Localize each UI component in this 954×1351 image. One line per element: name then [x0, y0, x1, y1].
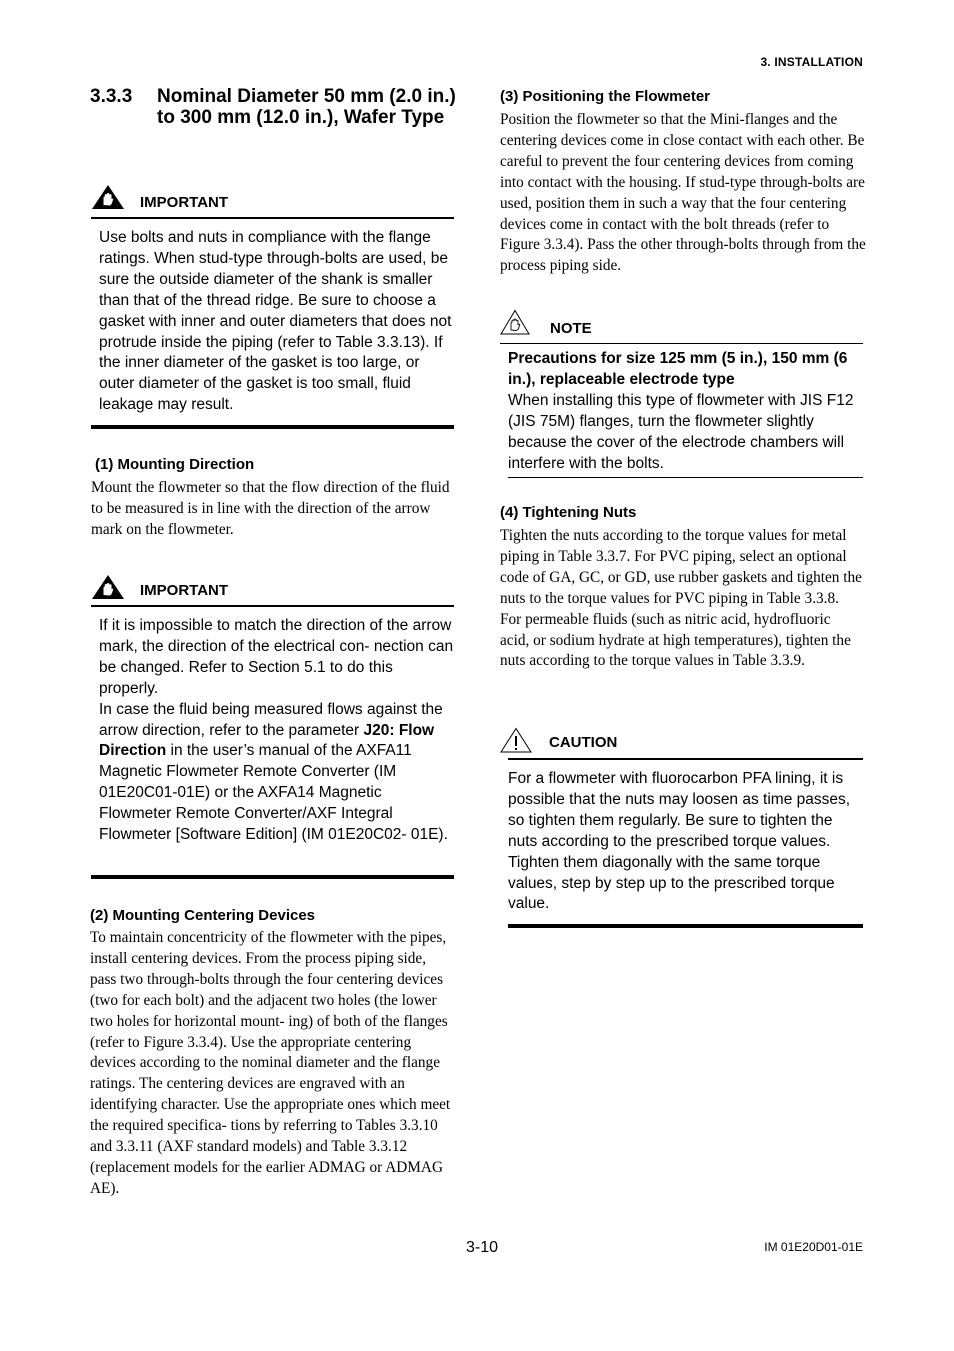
positioning-heading: (3) Positioning the Flowmeter [500, 88, 711, 105]
note-text: When installing this type of flowmeter with JIS F12 (JIS 75M) flanges, turn the flowmeter slightly because the cover of the electrode chambers will interfere with the bolts. [508, 391, 854, 472]
caution-icon [500, 727, 532, 758]
important-bottom-rule [91, 425, 454, 429]
important-body: Use bolts and nuts in compliance with the flange ratings. When stud-type through-bolts are used, be sure the outside diameter of the shank is smaller than that of the thread ridge. Be sure to choose a gasket with inner and outer diameters that does not protrude inside the piping (refer to Table 3.3.13). If the inner diameter of the gasket is too large, or outer diameter of the gasket is too small, fluid leakage may result. [99, 229, 452, 414]
parameter-reference: J20: Flow Direction [99, 721, 435, 760]
caution-bottom-rule [508, 924, 863, 928]
important-paragraph-1: If it is impossible to match the direction of the arrow mark, the direction of the electrical con- nection can be changed. Refer to Section 5.1 to do this properly. [99, 617, 454, 697]
important-paragraph-2: In case the fluid being measured flows against the arrow direction, refer to the parameter J20: Flow Direction in the user’s manual of the AXFA11 Magnetic Flowmeter Remote Converter (IM 01E20C01-01E) or the AXFA14 Magnetic Flowmeter Remote Converter/AXF Integral Flowmeter [Software Edition] (IM 01E20C02- 01E). [99, 700, 448, 844]
important-bottom-rule [91, 875, 454, 879]
caution-body: For a flowmeter with fluorocarbon PFA lining, it is possible that the nuts may loosen as time passes, so tighten them regularly. Be sure to tighten the nuts according to the prescribed torque values. Tighten them diagonally with the same torque values, step by step up to the prescribed torque value. [508, 770, 851, 913]
important-label: IMPORTANT [140, 582, 229, 599]
important-icon [91, 574, 125, 605]
important-top-rule [91, 605, 454, 607]
centering-devices-text: To maintain concentricity of the flowmeter with the pipes, install centering devices. From the process piping side, pass two through-bolts through the four centering devices (two for each bolt) and the adjacent two holes (the lower two holes for horizontal mount- ing) of both of the flanges (refer to Figure 3.3.4). Use the appropriate centering devices according to the nominal diameter and the flange ratings. The centering devices are engraved with an identifying character. Use the appropriate ones which meet the required specifica- tions by referring to Tables 3.3.10 and 3.3.11 (AXF standard models) and Table 3.3.12 (replacement models for the earlier ADMAG or ADMAG AE). [90, 929, 451, 1197]
note-bold-title: Precautions for size 125 mm (5 in.), 150 mm (6 in.), replaceable electrode type [508, 350, 848, 388]
tightening-paragraph-2: For permeable fluids (such as nitric acid, hydrofluoric acid, or sodium hydrate at high temperatures), tighten the nuts according to the torque values in Table 3.3.9. [500, 610, 851, 670]
note-bottom-rule [508, 477, 863, 478]
tightening-paragraph-1: Tighten the nuts according to the torque values for metal piping in Table 3.3.7. For PVC piping, select an optional code of GA, GC, or GD, use rubber gaskets and tighten the nuts to the torque values for PVC piping in Table 3.3.8. [500, 527, 862, 607]
centering-devices-heading: (2) Mounting Centering Devices [90, 907, 316, 924]
note-body [508, 349, 860, 474]
note-top-rule [500, 343, 863, 344]
caution-label: CAUTION [549, 734, 618, 751]
page-number: 3-10 [466, 1239, 499, 1256]
mounting-direction-text: Mount the flowmeter so that the flow direction of the fluid to be measured is in line with the direction of the arrow mark on the flowmeter. [91, 479, 450, 538]
positioning-text: Position the flowmeter so that the Mini-flanges and the centering devices come in close contact with each other. Be careful to prevent the four centering devices from coming into contact with the housing. If stud-type through-bolts are used, position them in such a way that the four centering devices come in contact with the bolt threads (refer to Figure 3.3.4). Pass the other through-bolts through from the process piping side. [500, 111, 866, 275]
caution-top-rule [508, 758, 863, 760]
important-label: IMPORTANT [140, 194, 229, 211]
document-id: IM 01E20D01-01E [764, 1240, 863, 1254]
important-body [99, 616, 454, 846]
tightening-heading: (4) Tightening Nuts [500, 504, 637, 521]
running-header: 3. INSTALLATION [760, 55, 863, 69]
note-label: NOTE [550, 320, 592, 337]
important-top-rule [91, 217, 454, 219]
tightening-text [500, 526, 862, 672]
note-icon [500, 309, 530, 340]
mounting-direction-heading: (1) Mounting Direction [95, 456, 255, 473]
important-icon [91, 184, 125, 215]
section-title: Nominal Diameter 50 mm (2.0 in.) to 300 mm (12.0 in.), Wafer Type [157, 86, 456, 128]
section-number: 3.3.3 [90, 86, 133, 107]
